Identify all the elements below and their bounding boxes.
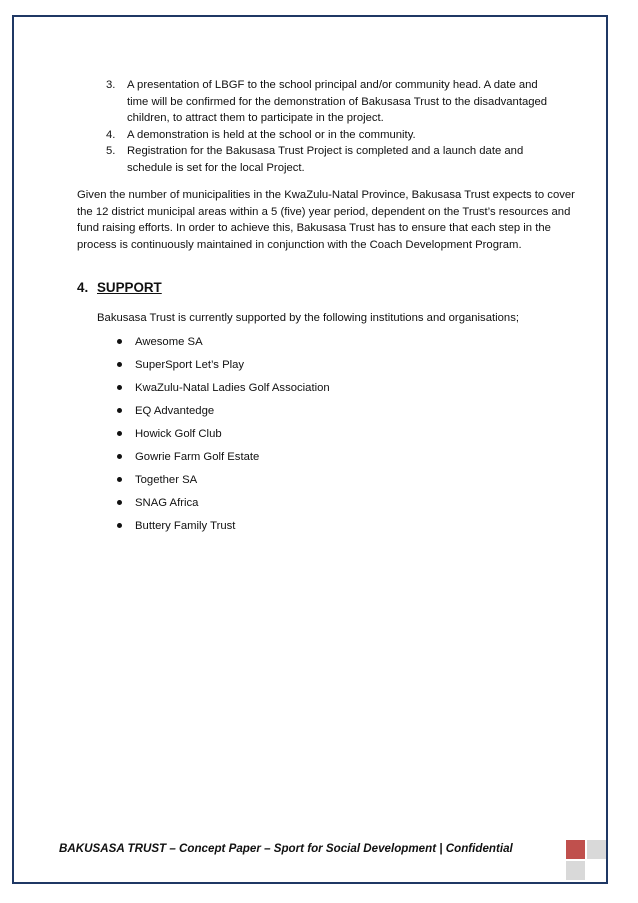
bullet-icon [117,385,122,390]
step-text: A presentation of LBGF to the school principal and/or community head. A date and time will be confirmed for the demonstration of Bakusasa Trust to the disadvantaged children, to attract them to participate in the project. [127,79,548,124]
list-item [117,472,330,495]
list-item [117,495,330,518]
supporter-name: SNAG Africa [135,497,199,509]
step-number: 4. [106,128,116,141]
footer-red-square-icon [566,840,585,859]
bullet-icon [117,339,122,344]
bullet-icon [117,477,122,482]
list-item [106,143,556,176]
supporter-name: KwaZulu-Natal Ladies Golf Association [135,382,330,394]
step-number: 3. [106,79,116,91]
supporter-name: Gowrie Farm Golf Estate [135,451,260,463]
supporter-name: Howick Golf Club [135,428,222,440]
list-item [117,403,330,426]
list-item [117,426,330,449]
bullet-icon [117,500,122,505]
bullet-icon [117,523,122,528]
section-title: SUPPORT [97,280,162,295]
step-text: A demonstration is held at the school or in the community. [127,128,416,141]
list-item [117,518,330,541]
supporter-name: Buttery Family Trust [135,520,236,532]
supporter-name: EQ Advantedge [135,405,215,417]
supporter-name: Awesome SA [135,336,203,348]
process-steps-list [106,77,556,176]
body-paragraph: Given the number of municipalities in the KwaZulu-Natal Province, Bakusasa Trust expects to cover the 12 district municipal areas within a 5 (five) year period, dependent on the Trust’s resources and fund raising efforts. In order to achieve this, Bakusasa Trust has to ensure that each step in the process is continuously maintained in conjunction with the Coach Development Program. [77,189,575,251]
bullet-icon [117,408,122,413]
supporters-list [117,334,330,541]
section-number: 4. [77,280,89,295]
list-item [117,357,330,380]
supporter-name: Together SA [135,474,198,486]
section-heading [77,280,162,295]
list-item [106,127,556,144]
list-item [106,77,556,127]
bullet-icon [117,362,122,367]
bullet-icon [117,431,122,436]
footer-text: BAKUSASA TRUST – Concept Paper – Sport for Social Development | Confidential [59,842,513,855]
supporter-name: SuperSport Let’s Play [135,359,245,371]
section-intro: Bakusasa Trust is currently supported by the following institutions and organisations; [97,312,519,324]
footer-gray-square-icon [587,840,606,859]
list-item [117,380,330,403]
step-number: 5. [106,145,116,157]
bullet-icon [117,454,122,459]
step-text: Registration for the Bakusasa Trust Project is completed and a launch date and schedule is set for the local Project. [127,145,524,174]
list-item [117,334,330,357]
list-item [117,449,330,472]
footer-gray-square-icon [566,861,585,880]
